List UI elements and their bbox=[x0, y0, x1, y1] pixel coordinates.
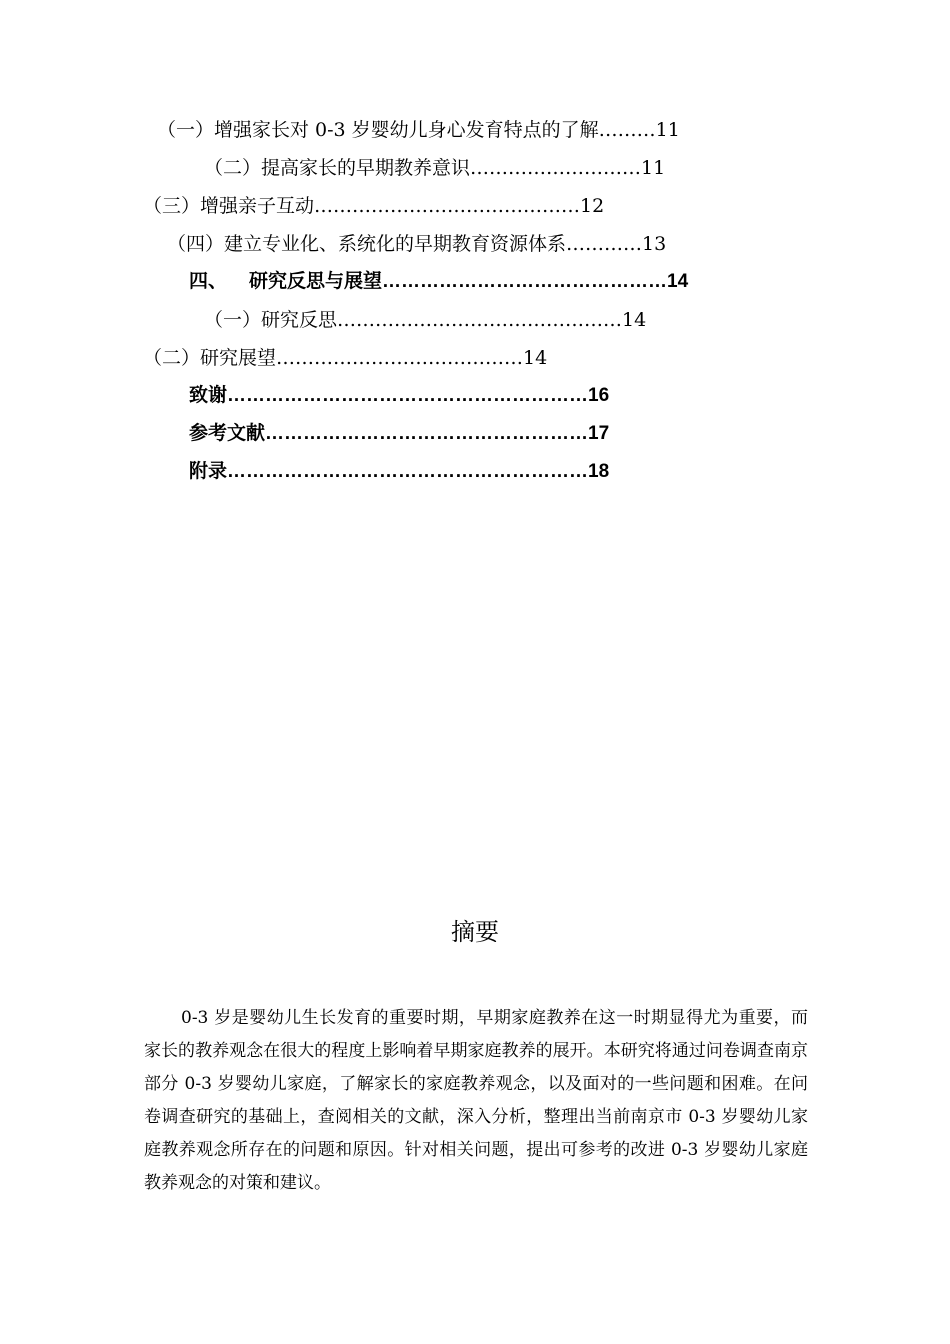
toc-entry[interactable]: （二）提高家长的早期教养意识………………………11 bbox=[204, 157, 666, 179]
abstract-title: 摘要 bbox=[451, 919, 499, 946]
abstract-body: 0-3 岁是婴幼儿生长发育的重要时期，早期家庭教养在这一时期显得尤为重要，而家长的教养观念在很大的程度上影响着早期家庭教养的展开。本研究将通过问卷调查南京部分 0-3 岁婴幼儿家庭，了解家长的家庭教养观念，以及面对的一些问题和困难。在问卷调查研究的基础上，查阅相关的文献，深入分析，整理出当前南京市 0-3 岁婴幼儿家庭教养观念所存在的问题和原因。针对相关问题，提出可参考的改进 0-3 岁婴幼儿家庭教养观念的对策和建议。 bbox=[144, 1008, 808, 1193]
toc-entry[interactable]: （一）研究反思………………………………………14 bbox=[204, 309, 647, 331]
toc-entry[interactable]: （一）增强家长对 0-3 岁婴幼儿身心发育特点的了解………11 bbox=[157, 119, 680, 141]
toc-entry[interactable]: 致谢…………………………………………………16 bbox=[189, 385, 610, 406]
toc-entry[interactable]: （三）增强亲子互动……………………………………12 bbox=[143, 195, 605, 217]
toc-entry[interactable] bbox=[189, 270, 688, 294]
toc-section-number: 四、 bbox=[189, 271, 228, 292]
toc-entry[interactable]: （四）建立专业化、系统化的早期教育资源体系…………13 bbox=[167, 233, 667, 255]
toc-entry[interactable]: 参考文献……………………………………………17 bbox=[189, 423, 610, 444]
toc-entry[interactable]: 附录…………………………………………………18 bbox=[189, 461, 610, 482]
toc-section-title: 研究反思与展望………………………………………14 bbox=[249, 271, 689, 292]
toc-entry[interactable]: （二）研究展望…………………………………14 bbox=[143, 347, 548, 369]
